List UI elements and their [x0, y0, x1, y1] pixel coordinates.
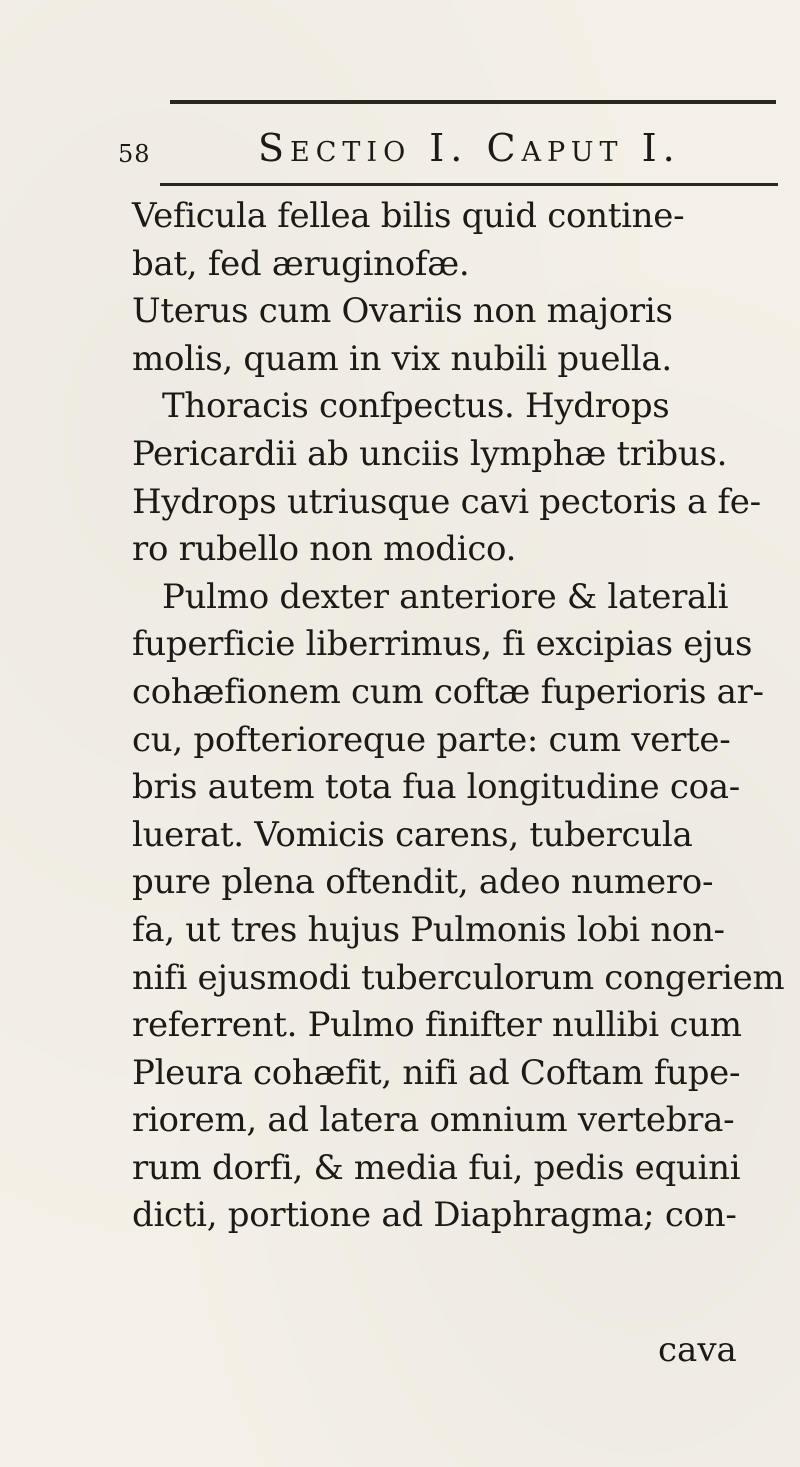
- body-text: [132, 193, 800, 1240]
- text-line: Pleura cohæfit, nifi ad Coftam fupe-: [132, 1052, 741, 1093]
- text-line: referrent. Pulmo finifter nullibi cum: [132, 1005, 742, 1046]
- text-line: Thoracis confpectus. Hydrops: [162, 386, 670, 427]
- text-line: cohæfionem cum coftæ fuperioris ar-: [132, 671, 764, 712]
- text-line: fa, ut tres hujus Pulmonis lobi non-: [132, 909, 725, 950]
- text-line: Pericardii ab unciis lymphæ tribus.: [132, 433, 728, 474]
- page-header: [118, 126, 778, 178]
- text-line: pure plena oftendit, adeo numero-: [132, 862, 714, 903]
- text-line: rum dorfi, & media fui, pedis equini: [132, 1147, 741, 1188]
- header-rule: [160, 183, 778, 186]
- page-number: 58: [118, 140, 151, 168]
- running-head: Sectio I. Caput I.: [258, 126, 681, 170]
- text-line: nifi ejusmodi tuberculorum congeriem: [132, 957, 785, 998]
- text-line: dicti, portione ad Diaphragma; con-: [132, 1195, 737, 1236]
- text-line: luerat. Vomicis carens, tubercula: [132, 814, 693, 855]
- text-line: riorem, ad latera omnium vertebra-: [132, 1100, 735, 1141]
- text-line: ro rubello non modico.: [132, 529, 517, 570]
- top-rule: [170, 100, 776, 104]
- text-line: cu, pofterioreque parte: cum verte-: [132, 719, 731, 760]
- catchword: cava: [658, 1330, 737, 1370]
- text-line: molis, quam in vix nubili puella.: [132, 338, 672, 379]
- text-line: Pulmo dexter anteriore & laterali: [162, 576, 729, 617]
- text-line: fuperficie liberrimus, fi excipias ejus: [132, 624, 753, 665]
- text-line: Veficula fellea bilis quid contine-: [132, 196, 685, 236]
- text-line: Hydrops utriusque cavi pectoris a fe-: [132, 481, 761, 522]
- text-line: bris autem tota fua longitudine coa-: [132, 767, 740, 808]
- text-line: Uterus cum Ovariis non majoris: [132, 291, 673, 332]
- text-line: bat, fed æruginofæ.: [132, 243, 470, 284]
